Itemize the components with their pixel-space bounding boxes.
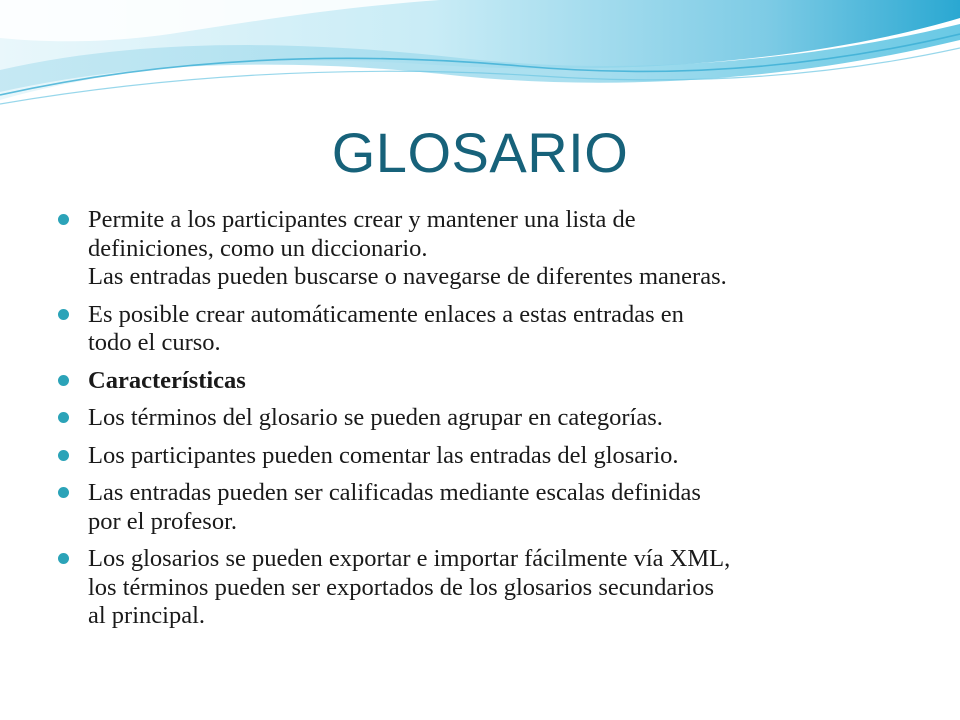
bullet-marker (58, 487, 69, 498)
bullet-item (88, 442, 908, 471)
bullet-item (88, 206, 908, 292)
bullet-marker (58, 450, 69, 461)
bullet-text: Los participantes pueden comentar las entradas del glosario. (88, 441, 679, 469)
bullet-marker (58, 375, 69, 386)
bullet-item (88, 404, 908, 433)
bullet-marker (58, 553, 69, 564)
bullet-marker (58, 214, 69, 225)
bullet-marker (58, 309, 69, 320)
bullet-text: Las entradas pueden ser calificadas mediante escalas definidas por el profesor. (88, 479, 701, 535)
bullet-text: Los términos del glosario se pueden agrupar en categorías. (88, 404, 663, 431)
bullet-item-heading (88, 367, 908, 396)
bullet-marker (58, 412, 69, 423)
bullet-item (88, 301, 908, 358)
bullet-item (88, 479, 908, 536)
bullet-text: Es posible crear automáticamente enlaces a estas entradas en todo el curso. (88, 300, 684, 356)
bullet-text: Los glosarios se pueden exportar e importar fácilmente vía XML, los términos pueden ser exportados de los glosarios secundarios al principal. (88, 545, 731, 629)
bullet-list (88, 206, 908, 640)
slide-title: GLOSARIO (331, 121, 629, 184)
decorative-wave-banner (0, 0, 960, 130)
bullet-text: Permite a los participantes crear y mantener una lista de definiciones, como un diccionario. Las entradas pueden buscarse o navegarse de diferentes maneras. (88, 206, 727, 290)
bullet-text: Características (88, 366, 246, 394)
bullet-item (88, 545, 908, 631)
